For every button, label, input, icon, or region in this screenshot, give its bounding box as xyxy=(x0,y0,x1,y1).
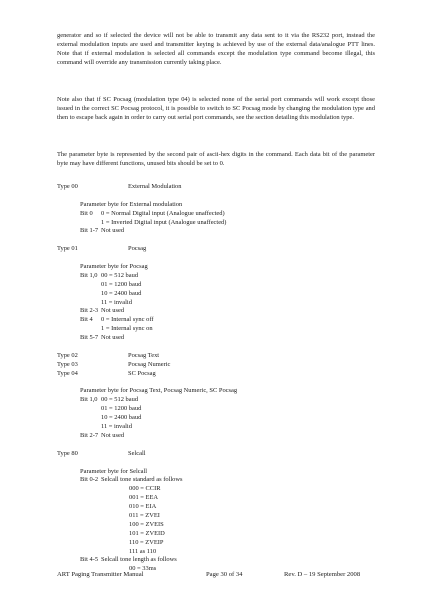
bit-description: 10 = 2400 baud xyxy=(101,289,142,297)
bit-description: 00 = 512 baud xyxy=(101,396,139,404)
bit-label: Bit 5-7 xyxy=(80,334,99,342)
bit-description: 10 = 2400 baud xyxy=(101,414,142,422)
type-code: Type 03 xyxy=(57,360,78,368)
bit-description: Not used xyxy=(101,334,125,342)
type-code: Type 00 xyxy=(57,183,78,190)
parameter-heading: Parameter byte for Pocsag Text, Pocsag Numeric, SC Pocsag xyxy=(80,387,238,395)
bit-description: 11 = invalid xyxy=(101,423,132,431)
parameter-heading: Parameter byte for Selcall xyxy=(80,467,148,475)
bit-value: 101 = ZVEID xyxy=(129,529,165,537)
bit-description: Selcall tone standard as follows xyxy=(101,476,183,484)
bit-value: 001 = EEA xyxy=(129,494,159,502)
footer-page-number: Page 30 of 34 xyxy=(206,571,243,578)
paragraph-parameter-byte: The parameter byte is represented by the second pair of ascii-hex digits in the command. Each data bit of the parameter byte may have different functions, unused bits should be set to 0. xyxy=(57,151,375,167)
bit-value: 000 = CCIR xyxy=(129,485,161,493)
bit-label: Bit 0 xyxy=(80,209,93,217)
bit-label: Bit 1-7 xyxy=(80,227,99,235)
bit-value: 111 as 110 xyxy=(129,547,157,555)
footer-manual-title: ART Paging Transmitter Manual xyxy=(57,571,144,578)
bit-label: Bit 2-3 xyxy=(80,307,99,315)
bit-label: Bit 1,0 xyxy=(80,271,98,279)
bit-description: 0 = Normal Digital input (Analogue unaffected) xyxy=(101,209,225,217)
type-name: Pocsag xyxy=(128,245,147,253)
bit-description: 00 = 512 baud xyxy=(101,271,139,279)
bit-description: Not used xyxy=(101,307,125,315)
bit-value: 010 = EIA xyxy=(129,503,157,511)
type-name: Pocsag Numeric xyxy=(128,360,171,368)
paragraph-sc-pocsag-note: Note also that if SC Pocsag (modulation type 04) is selected none of the serial port commands will work except those issued in the correct SC Pocsag protocol, it is possible to switch to SC Pocsag mode by changing the modulation type and then to escape back again in order to carry out serial port commands, see the section detailing this modulation type. xyxy=(57,96,375,121)
bit-label: Bit 4-5 xyxy=(80,556,99,564)
bit-description: 1 = Internal sync on xyxy=(101,325,153,333)
bit-value: 100 = ZVEIS xyxy=(129,520,164,528)
bit-description: Not used xyxy=(101,227,125,235)
type-name: SC Pocsag xyxy=(128,369,156,377)
bit-label: Bit 0-2 xyxy=(80,476,99,484)
parameter-heading: Parameter byte for External modulation xyxy=(80,200,183,208)
type-name: Pocsag Text xyxy=(128,351,160,359)
footer-revision: Rev. D – 19 September 2008 xyxy=(284,571,361,578)
bit-description: Selcall tone length as follows xyxy=(101,556,177,564)
bit-label: Bit 2-7 xyxy=(80,431,99,439)
bit-value: 110 = ZVEIP xyxy=(129,538,164,546)
parameter-heading: Parameter byte for Pocsag xyxy=(80,263,148,271)
bit-value: 011 = ZVEI xyxy=(129,511,160,519)
bit-label: Bit 4 xyxy=(80,316,93,324)
bit-value: 00 = 33ms xyxy=(129,565,157,573)
type-code: Type 80 xyxy=(57,449,78,457)
bit-description: 01 = 1200 baud xyxy=(101,280,142,288)
bit-description: 01 = 1200 baud xyxy=(101,405,142,413)
bit-description: 1 = Inverted Digital input (Analogue unaffected) xyxy=(101,218,227,226)
bit-description: 0 = Internal sync off xyxy=(101,316,154,324)
type-code: Type 01 xyxy=(57,245,78,253)
type-code: Type 04 xyxy=(57,369,78,377)
bit-description: Not used xyxy=(101,431,125,439)
type-name: Selcall xyxy=(128,449,146,457)
type-name: External Modulation xyxy=(128,183,182,190)
bit-description: 11 = invalid xyxy=(101,298,132,306)
bit-label: Bit 1,0 xyxy=(80,396,98,404)
paragraph-external-modulation: generator and so if selected the device will not be able to transmit any data sent to it via the RS232 port, instead the external modulation inputs are used and transmitter keying is achieved by use of the external data/analogue PTT lines. Note that if external modulation is selected all commands except the modulation type command become illegal, this command will override any transmission currently taking place. xyxy=(57,32,375,66)
type-code: Type 02 xyxy=(57,351,78,359)
